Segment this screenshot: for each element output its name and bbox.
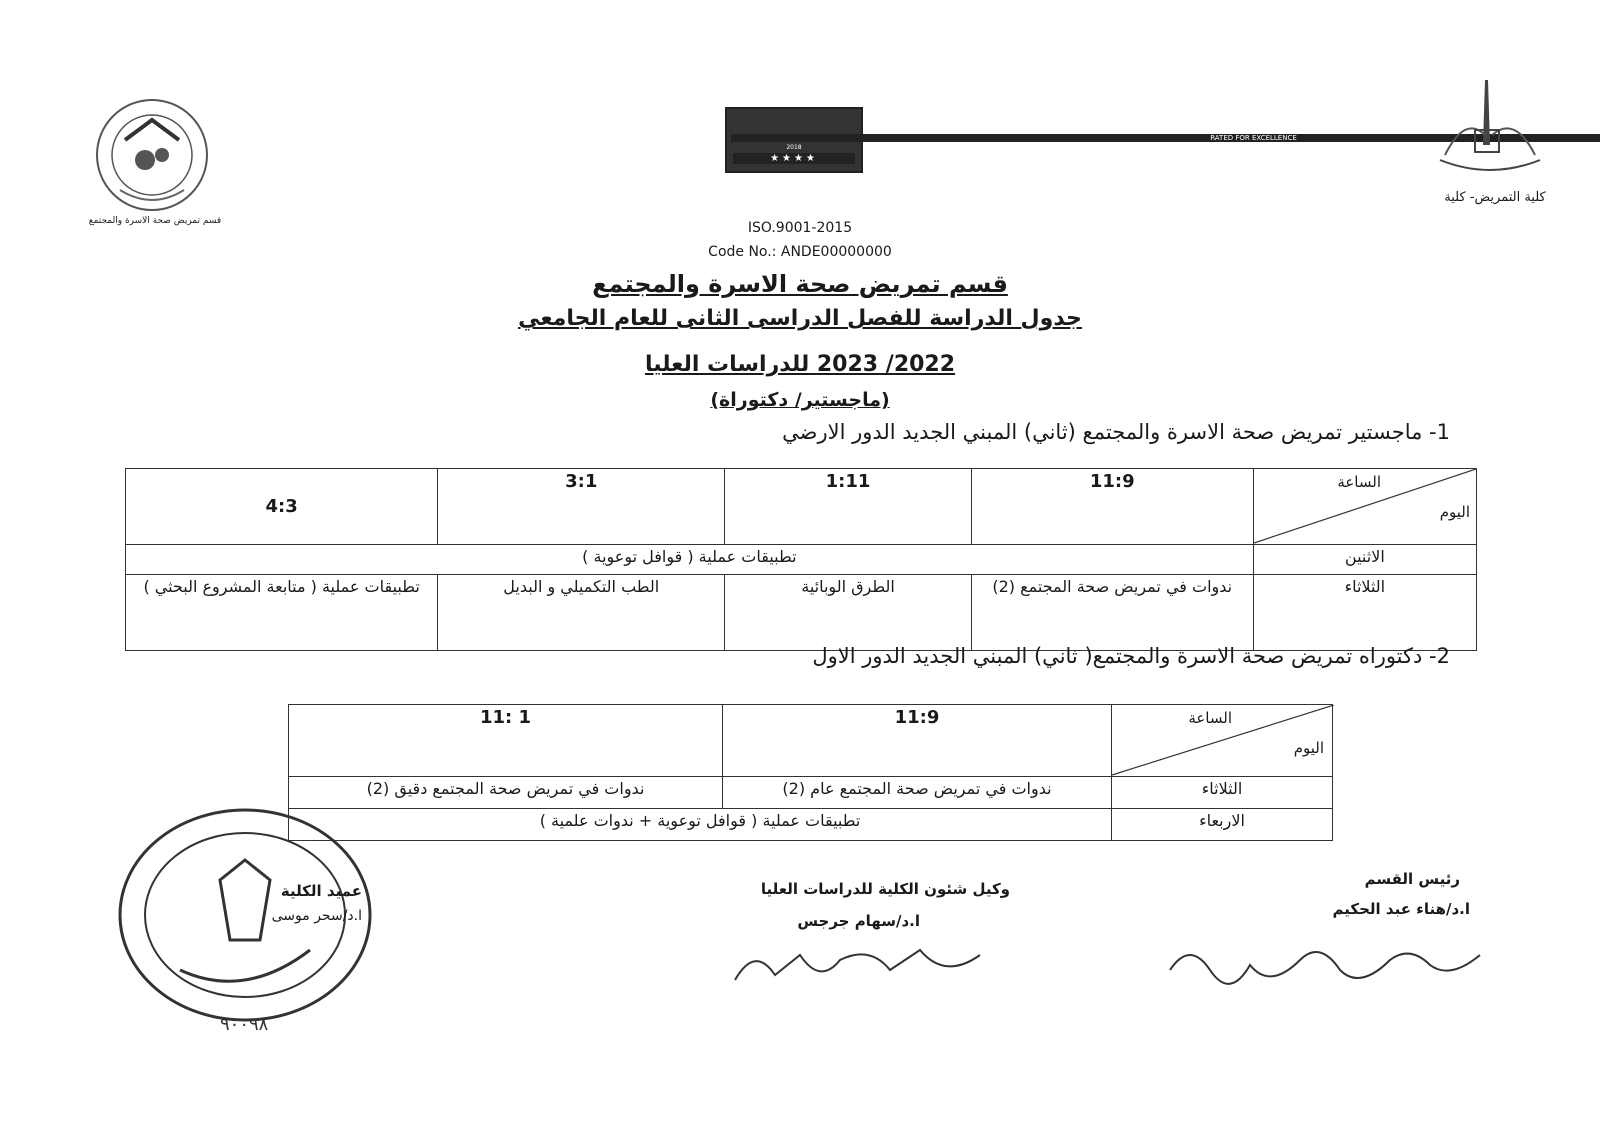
doctorate-schedule-table (288, 704, 1333, 841)
corner-day-label: اليوم (1439, 503, 1470, 521)
section1-heading: 1- ماجستير تمريض صحة الاسرة والمجتمع (ثاني) المبني الجديد الدور الارضي (782, 420, 1450, 444)
day-cell: الثلاثاء (1253, 575, 1476, 651)
dean-stamp (110, 800, 380, 1040)
head-of-department-name: ا.د/هناء عبد الحكيم (1332, 900, 1470, 918)
corner-hour-label: الساعة (1188, 709, 1232, 727)
hour-header: 11:9 (971, 469, 1253, 545)
vice-dean-title: وكيل شئون الكلية للدراسات العليا (760, 880, 1010, 898)
merged-session-cell: تطبيقات عملية ( قوافل توعوية + ندوات علمية ) (289, 809, 1112, 841)
session-cell: الطب التكميلي و البديل (438, 575, 725, 651)
masters-schedule-table (125, 468, 1477, 651)
corner-day-label: اليوم (1293, 739, 1324, 757)
hour-header: 1:11 (725, 469, 972, 545)
session-cell: ندوات في تمريض صحة المجتمع عام (2) (723, 777, 1112, 809)
stars-title: STARS (1363, 110, 1443, 134)
merged-session-cell: تطبيقات عملية ( قوافل توعوية ) (126, 545, 1254, 575)
stars-year: 2018 (786, 144, 802, 151)
university-logo (1430, 75, 1550, 185)
dean-name: ا.د/سحر موسى (271, 908, 362, 924)
session-cell: ندوات في تمريض صحة المجتمع دقيق (2) (289, 777, 723, 809)
department-logo (80, 95, 230, 235)
svg-text:٩٠٠٩٨: ٩٠٠٩٨ (220, 1014, 269, 1035)
dean-title: عميد الكلية (280, 882, 362, 900)
hour-header: 4:3 (126, 469, 438, 545)
session-cell: الطرق الوبائية (725, 575, 972, 651)
academic-year: 2022/ 2023 للدراسات العليا (644, 352, 956, 377)
corner-cell (1253, 469, 1476, 545)
stars-rating: ★★★★ (733, 153, 855, 164)
corner-cell (1112, 705, 1333, 777)
schedule-title: جدول الدراسة للفصل الدراسى الثانى للعام الجامعي (518, 306, 1082, 331)
hour-header: 3:1 (438, 469, 725, 545)
head-signature (1160, 930, 1500, 1000)
department-logo-caption: قسم تمريض صحة الاسرة والمجتمع (88, 216, 222, 226)
head-of-department-title: رئيس القسم (1364, 870, 1460, 888)
hour-header: 1 :11 (289, 705, 723, 777)
vice-dean-name: ا.د/سهام جرجس (797, 912, 920, 930)
faculty-caption: كلية التمريض- كلية (1444, 190, 1546, 205)
corner-hour-label: الساعة (1337, 473, 1381, 491)
session-cell: ندوات في تمريض صحة المجتمع (2) (971, 575, 1253, 651)
day-cell: الثلاثاء (1112, 777, 1333, 809)
day-cell: الاثنين (1253, 545, 1476, 575)
department-title: قسم تمريض صحة الاسرة والمجتمع (592, 270, 1008, 298)
day-cell: الاربعاء (1112, 809, 1333, 841)
iso-label: ISO.9001-2015 (747, 220, 853, 236)
hour-header: 11:9 (723, 705, 1112, 777)
section2-heading: 2- دكتوراه تمريض صحة الاسرة والمجتمع( ثاني) المبني الجديد الدور الاول (812, 644, 1450, 668)
stars-subtitle: RATED FOR EXCELLENCE (731, 134, 1600, 142)
code-number: Code No.: ANDE00000000 (708, 244, 892, 260)
stars-badge (725, 107, 1443, 173)
programs-label: (ماجستير/ دكتوراة) (710, 389, 890, 411)
session-cell: تطبيقات عملية ( متابعة المشروع البحثي ) (126, 575, 438, 651)
vice-dean-signature (730, 935, 990, 995)
